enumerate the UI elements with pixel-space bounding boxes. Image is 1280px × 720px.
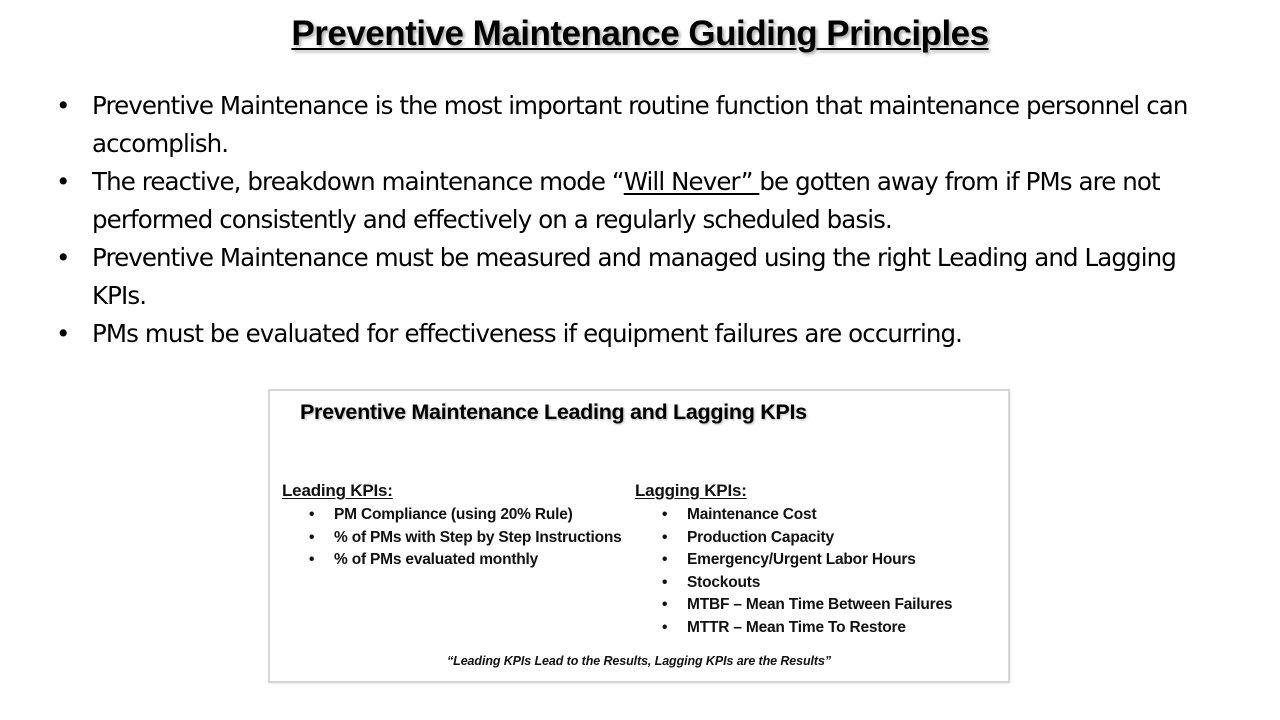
lagging-kpi-text: MTTR – Mean Time To Restore [687, 618, 906, 636]
kpi-box-title: Preventive Maintenance Leading and Lagging KPIs [300, 400, 807, 424]
leading-kpi-item [282, 527, 622, 550]
leading-kpi-text: % of PMs evaluated monthly [334, 551, 539, 568]
lagging-kpi-item [635, 572, 1005, 595]
lagging-kpi-text: Stockouts [687, 573, 761, 591]
bullet-icon: • [662, 596, 668, 613]
bullet-icon: • [56, 243, 70, 272]
principles-list [56, 87, 1236, 353]
lagging-kpi-text: Maintenance Cost [687, 506, 817, 523]
bullet-icon: • [56, 319, 70, 348]
bullet-icon: • [662, 573, 668, 591]
lagging-kpis-column [635, 481, 1005, 639]
lagging-kpi-item [635, 549, 1005, 572]
principle-text-after: be gotten away from if PMs are not performed consistently and effectively on a regularly scheduled basis. [92, 167, 1160, 234]
bullet-icon: • [309, 506, 315, 523]
principle-text: Preventive Maintenance must be measured and managed using the right Leading and Lagging KPIs. [92, 243, 1176, 310]
bullet-icon: • [662, 618, 668, 636]
principle-text: Preventive Maintenance is the most important routine function that maintenance personnel can accomplish. [92, 91, 1188, 158]
principle-text: PMs must be evaluated for effectiveness if equipment failures are occurring. [92, 319, 963, 348]
leading-kpis-list [282, 504, 622, 572]
slide-title: Preventive Maintenance Guiding Principles [291, 14, 989, 53]
kpi-quote: “Leading KPIs Lead to the Results, Lagging KPIs are the Results” [447, 654, 831, 668]
bullet-icon: • [309, 551, 315, 568]
bullet-icon: • [662, 551, 668, 568]
bullet-icon: • [309, 528, 315, 546]
bullet-icon: • [662, 528, 668, 546]
principle-item [56, 87, 1236, 163]
lagging-kpi-item [635, 594, 1005, 617]
leading-kpi-text: % of PMs with Step by Step Instructions [334, 528, 622, 546]
leading-kpis-column [282, 481, 622, 572]
leading-kpi-text: PM Compliance (using 20% Rule) [334, 506, 573, 523]
lagging-kpi-text: Emergency/Urgent Labor Hours [687, 551, 916, 568]
bullet-icon: • [56, 91, 70, 120]
principle-text-emphasis: Will Never” [623, 167, 760, 196]
lagging-kpi-text: MTBF – Mean Time Between Failures [687, 596, 953, 613]
leading-kpi-item [282, 549, 622, 572]
principle-item [56, 315, 1236, 353]
lagging-kpi-text: Production Capacity [687, 528, 834, 546]
leading-kpi-item [282, 504, 622, 527]
lagging-kpis-heading: Lagging KPIs: [635, 481, 747, 500]
leading-kpis-heading: Leading KPIs: [282, 481, 393, 500]
principle-item [56, 163, 1236, 239]
bullet-icon: • [662, 506, 668, 523]
lagging-kpi-item [635, 617, 1005, 640]
principle-item [56, 239, 1236, 315]
bullet-icon: • [56, 167, 70, 196]
lagging-kpi-item [635, 527, 1005, 550]
principle-text-before: The reactive, breakdown maintenance mode “ [92, 167, 624, 196]
lagging-kpi-item [635, 504, 1005, 527]
lagging-kpis-list [635, 504, 1005, 639]
kpi-image-box [268, 389, 1010, 683]
